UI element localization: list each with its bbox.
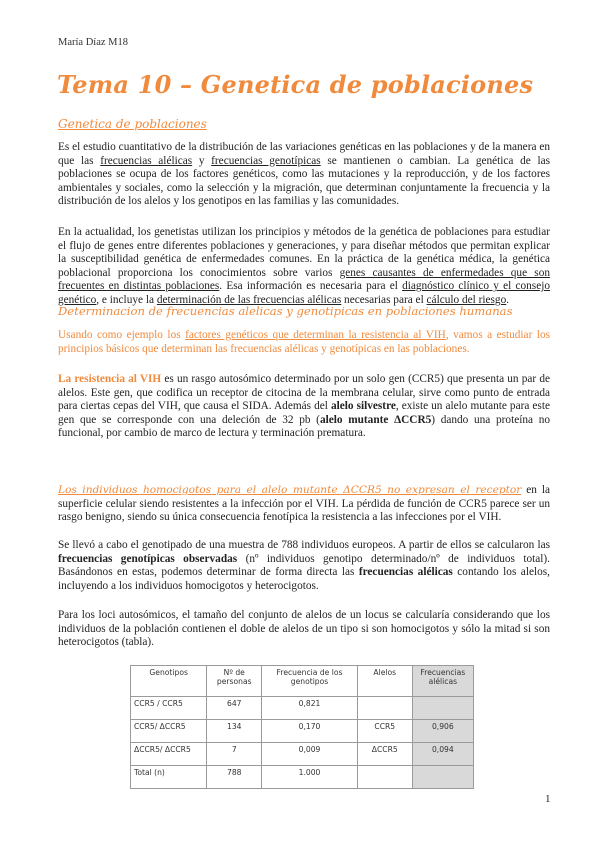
paragraph-definition (58, 141, 550, 209)
cell-personas: 788 (207, 766, 262, 789)
text-run: necesarias para el (341, 293, 427, 306)
paragraph-ejemplo-vih (58, 329, 550, 356)
cell-frecuencia: 0,821 (262, 697, 358, 720)
term-genes-causantes: genes causantes de enfermedades que son frecuentes en distintas poblaciones (58, 266, 550, 293)
term-alelo-silvestre: alelo silvestre (330, 400, 396, 413)
cell-genotipo: CCR5/ ΔCCR5 (131, 720, 207, 743)
cell-frecuencia-alelica (412, 766, 473, 789)
cell-genotipo: ΔCCR5/ ΔCCR5 (131, 743, 207, 766)
term-determinacion: determinación de las frecuencias alélicas (156, 293, 342, 306)
cell-frecuencia-alelica: 0,906 (412, 720, 473, 743)
text-run: . Esa información es necesaria para el (219, 280, 403, 293)
paragraph-actualidad (58, 226, 550, 308)
term-frecuencias-alelicas: frecuencias alélicas (100, 154, 193, 167)
cell-personas: 647 (207, 697, 262, 720)
paragraph-loci: Para los loci autosómicos, el tamaño del conjunto de alelos de un locus se calcularía considerando que los individuos de la población contienen el doble de alelos de un tipo si son homocigotos y sólo la mitad si son heterocigotos (tabla). (58, 609, 550, 649)
header-genotipos: Genotipos (131, 666, 207, 697)
cell-frecuencia-alelica: 0,094 (412, 743, 473, 766)
paragraph-resistencia-vih (58, 373, 550, 441)
cell-genotipo: Total (n) (131, 766, 207, 789)
header-frecuencia-genotipos: Frecuencia de los genotipos (262, 666, 358, 697)
cell-alelo: ΔCCR5 (357, 743, 412, 766)
page-number: 1 (545, 793, 551, 805)
page-title: Tema 10 – Genetica de poblaciones (57, 70, 534, 99)
cell-frecuencia-alelica (412, 697, 473, 720)
table-header-row (131, 666, 474, 697)
table-row (131, 766, 474, 789)
text-run: es un rasgo autosómico determinado por un solo gen (CCR5) que presenta un par de alelos. Este gen, que codifica un receptor de citocina de la membrana celular, sirve como punto de entrada para ciertas cepas del VIH, que causa el SIDA. Además del (58, 373, 550, 413)
text-run: En la actualidad, los genetistas utilizan los principios y métodos de la genética de poblaciones para estudiar el flujo de genes entre diferentes poblaciones y generaciones, y para diseñar métodos que permitan explicar la susceptibilidad genética de enfermedades comunes. En la práctica de la genética médica, la genética poblacional proporciona los conocimientos sobre varios (58, 226, 550, 279)
cell-personas: 134 (207, 720, 262, 743)
term-frecuencias-genotipicas: frecuencias genotípicas (211, 154, 321, 167)
cell-alelo (357, 766, 412, 789)
text-run: contando los alelos, incluyendo a los individuos homocigotos y heterocigotos. (58, 566, 550, 592)
term-diagnostico: diagnóstico clínico y el consejo genético (58, 280, 550, 306)
cell-genotipo: CCR5 / CCR5 (131, 697, 207, 720)
section-heading-genetica: Genetica de poblaciones (58, 117, 207, 131)
author-name: María Díaz M18 (58, 37, 128, 48)
header-frecuencias-alelicas: Frecuencias alélicas (412, 666, 473, 697)
table-row (131, 697, 474, 720)
text-run: ) dando una proteína no funcional, por cambio de marco de lectura y terminación prematura. (58, 413, 550, 440)
paragraph-genotipado (58, 539, 550, 593)
table-row (131, 743, 474, 766)
text-run: Se llevó a cabo el genotipado de una muestra de 788 individuos europeos. A partir de ellos se calcularon las (58, 539, 550, 551)
cell-alelo: CCR5 (357, 720, 412, 743)
term-calculo-riesgo: cálculo del riesgo (426, 293, 507, 306)
cell-alelo (357, 697, 412, 720)
term-alelo-mutante: alelo mutante ΔCCR5 (319, 413, 432, 426)
header-personas: Nº de personas (207, 666, 262, 697)
term-homocigotos: Los individuos homocigotos para el alelo mutante ΔCCR5 no expresan el receptor (58, 484, 522, 496)
term-factores-geneticos: factores genéticos que determinan la resistencia al VIH (185, 329, 446, 341)
cell-personas: 7 (207, 743, 262, 766)
text-run: , e incluye la (96, 293, 157, 306)
text-run: y (192, 154, 212, 167)
text-run: (nº individuos genotipo determinado/nº de individuos total). Basándonos en estas, podemos determinar de forma directa las (58, 552, 551, 579)
cell-frecuencia: 0,170 (262, 720, 358, 743)
text-run: se mantienen o cambian. La genética de las poblaciones se ocupa de los factores genéticos, como las mutaciones y la reproducción, y de los factores ambientales y sociales, como la selección y la migración, que determinan conjuntamente la frecuencia y la distribución de los alelos y los genotipos en las familias y las comunidades. (58, 154, 550, 208)
text-run: , vamos a estudiar los principios básicos que determinan las frecuencias alélicas y genotípicas en las poblaciones. (58, 329, 550, 355)
text-run: . (506, 293, 510, 306)
table-row (131, 720, 474, 743)
genotype-frequency-table (130, 665, 474, 789)
text-run: , existe un alelo mutante para este gen que se corresponde con una deleción de 32 pb ( (58, 400, 550, 426)
paragraph-homocigotos (58, 484, 550, 525)
header-alelos: Alelos (357, 666, 412, 697)
section-heading-determinacion: Determinacion de frecuencias alelicas y genotipicas en poblaciones humanas (58, 304, 513, 318)
text-run: Usando como ejemplo los (58, 329, 186, 341)
cell-frecuencia: 1.000 (262, 766, 358, 789)
text-run: en la superficie celular siendo resistentes a la infección por el VIH. La pérdida de función de CCR5 parece ser un rasgo benigno, siendo su única consecuencia fenotípica la resistencia a las infecciones por el VIH. (58, 484, 550, 524)
term-frecuencias-alelicas-bold: frecuencias alélicas (358, 566, 453, 579)
cell-frecuencia: 0,009 (262, 743, 358, 766)
term-resistencia-vih: La resistencia al VIH (58, 373, 162, 385)
term-frecuencias-observadas: frecuencias genotípicas observadas (58, 552, 238, 565)
text-run: Es el estudio cuantitativo de la distribución de las variaciones genéticas en las poblaciones y de la manera en que las (58, 141, 550, 167)
